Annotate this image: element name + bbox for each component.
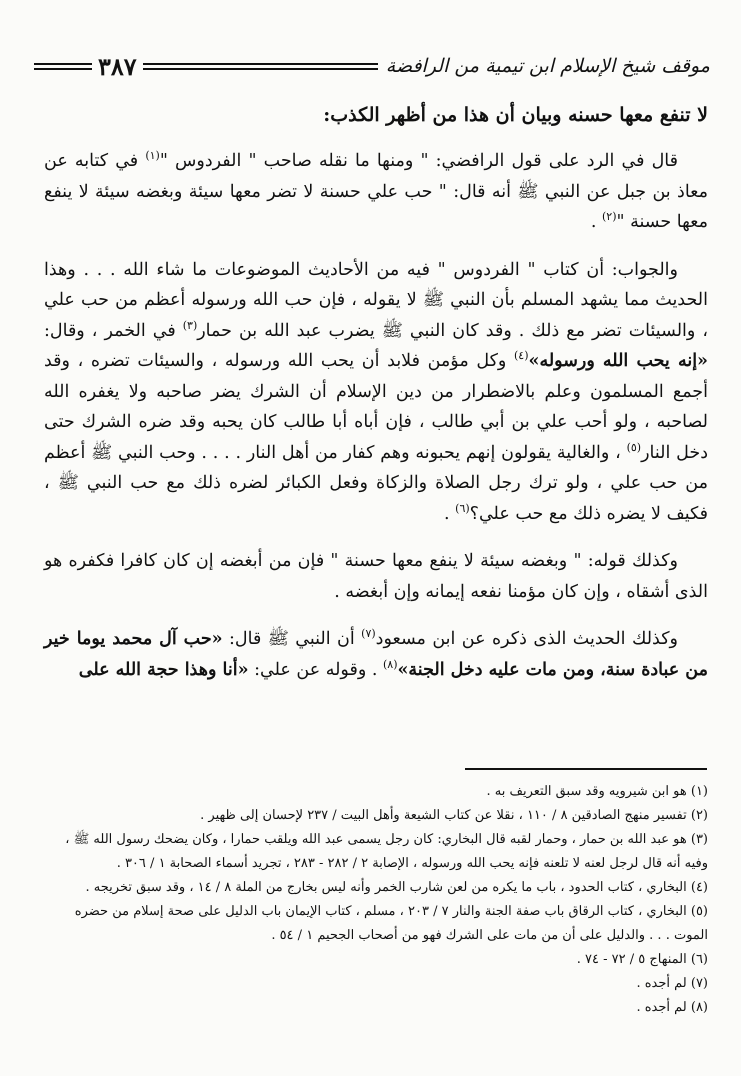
- header-rule-short: [34, 63, 92, 70]
- text: وكل مؤمن فلابد أن يحب الله ورسوله ، والسيئات تضره ، وقد أجمع المسلمون وعلم بالاضطرار من دين الإسلام أن الشرك يضر صاحبه ولا يغفره الله لصاحبه ، ولو أحب علي بن أبي طالب ، فإن أباه أبا طالب كان يحبه وقد ضره الشرك حتى دخل النار: [44, 351, 709, 463]
- footnote-5: (٥) البخاري ، كتاب الرقاق باب صفة الجنة والنار ٧ / ٢٠٣ ، مسلم ، كتاب الإيمان باب الدليل على صحة إسلام من حضره الموت . . . والدليل على أن من مات على الشرك فهو من أصحاب الجحيم ١ / ٥٤ .: [74, 904, 708, 943]
- paragraph-3: [44, 546, 708, 607]
- footnote-3: (٣) هو عبد الله بن حمار ، وحمار لقبه قال البخاري: كان رجل يسمى عبد الله ويلقب حمارا ، وكان يضحك رسول الله ﷺ ، وفيه أنه قال لرجل لعنه لا تلعنه فإنه يحب الله ورسوله ، الإصابة ٢ / ٢٨٢ - ٢٨٣ ، تجريد أسماء الصحابة ١ / ٣٠٦ .: [65, 832, 708, 871]
- text: وكذلك الحديث الذى ذكره عن ابن مسعود: [375, 629, 678, 649]
- header-rule: [143, 63, 378, 70]
- footnote-ref: (٥): [626, 440, 642, 454]
- hadith-quote: «حب آل محمد يوما خير من عبادة سنة، ومن مات عليه دخل الجنة»: [44, 629, 708, 680]
- page-body: [44, 100, 708, 702]
- text: في الخمر ، وقال:: [44, 320, 183, 341]
- footnote-2: (٢) تفسير منهج الصادقين ٨ / ١١٠ ، نقلا عن كتاب الشيعة وأهل البيت / ٢٣٧ لإحسان إلى ظهير .: [200, 808, 708, 823]
- text: في كتابه عن معاذ بن جبل عن النبي ﷺ أنه قال: " حب علي حسنة لا تضر معها سيئة وبغضه سيئة لا ينفع معها حسنة ": [44, 151, 708, 232]
- text: قال في الرد على قول الرافضي: " ومنها ما نقله صاحب " الفردوس ": [159, 151, 678, 171]
- footnote-ref: (١): [145, 149, 160, 163]
- hadith-quote: «إنه يحب الله ورسوله»: [528, 351, 708, 371]
- footnote-separator: [465, 768, 707, 770]
- footnote-ref: (٢): [602, 210, 617, 224]
- footnote-ref: (٦): [455, 501, 470, 515]
- footnotes: [40, 780, 708, 1020]
- footnote-6: (٦) المنهاج ٥ / ٧٢ - ٧٤ .: [576, 952, 708, 967]
- page-header: [34, 46, 710, 86]
- section-heading: لا تنفع معها حسنه وبيان أن هذا من أظهر الكذب:: [323, 104, 708, 126]
- hadith-quote: «أنا وهذا حجة الله على: [78, 659, 249, 680]
- footnote-ref: (٨): [382, 657, 398, 671]
- text: .: [590, 212, 602, 232]
- footnote-8: (٨) لم أجده .: [636, 1000, 708, 1015]
- text: .: [444, 503, 456, 524]
- text: . وقوله عن علي:: [248, 659, 383, 680]
- page-number: ٣٨٧: [98, 51, 137, 81]
- paragraph-4: [44, 624, 708, 685]
- text: والجواب: أن كتاب " الفردوس " فيه من الأحاديث الموضوعات ما شاء الله . . . وهذا الحديث مما يشهد المسلم بأن النبي ﷺ لا يقوله ، فإن حب الله ورسوله أعظم من حب علي ، والسيئات تضر مع ذلك . وقد كان النبي ﷺ يضرب عبد الله بن حمار: [44, 259, 709, 341]
- footnote-4: (٤) البخاري ، كتاب الحدود ، باب ما يكره من لعن شارب الخمر وأنه ليس بخارج من الملة ٨ / ١٤ ، وقد سبق تخريجه .: [85, 880, 708, 895]
- footnote-7: (٧) لم أجده .: [636, 976, 708, 991]
- footnote-ref: (٣): [182, 318, 198, 332]
- text: أن النبي ﷺ قال:: [222, 629, 362, 649]
- footnote-1: (١) هو ابن شيرويه وقد سبق التعريف به .: [486, 784, 708, 799]
- text: ، والغالية يقولون إنهم يحبونه وهم كفار من أهل النار . . . . وحب النبي ﷺ أعظم من حب علي ، ولو ترك رجل الصلاة والزكاة وفعل الكبائر لضره ذلك مع حب النبي ﷺ ، فكيف لا يضره ذلك مع حب علي؟: [44, 442, 708, 524]
- running-title: موقف شيخ الإسلام ابن تيمية من الرافضة: [385, 55, 710, 77]
- footnote-ref: (٧): [361, 627, 376, 641]
- paragraph-2: [44, 255, 708, 530]
- footnote-ref: (٤): [514, 349, 529, 363]
- text: وكذلك قوله: " وبغضه سيئة لا ينفع معها حسنة " فإن من أبغضه إن كان كافرا فكفره هو الذى أشقاه ، وإن كان مؤمنا نفعه إيمانه وإن أبغضه .: [44, 551, 708, 602]
- paragraph-1: [44, 146, 708, 238]
